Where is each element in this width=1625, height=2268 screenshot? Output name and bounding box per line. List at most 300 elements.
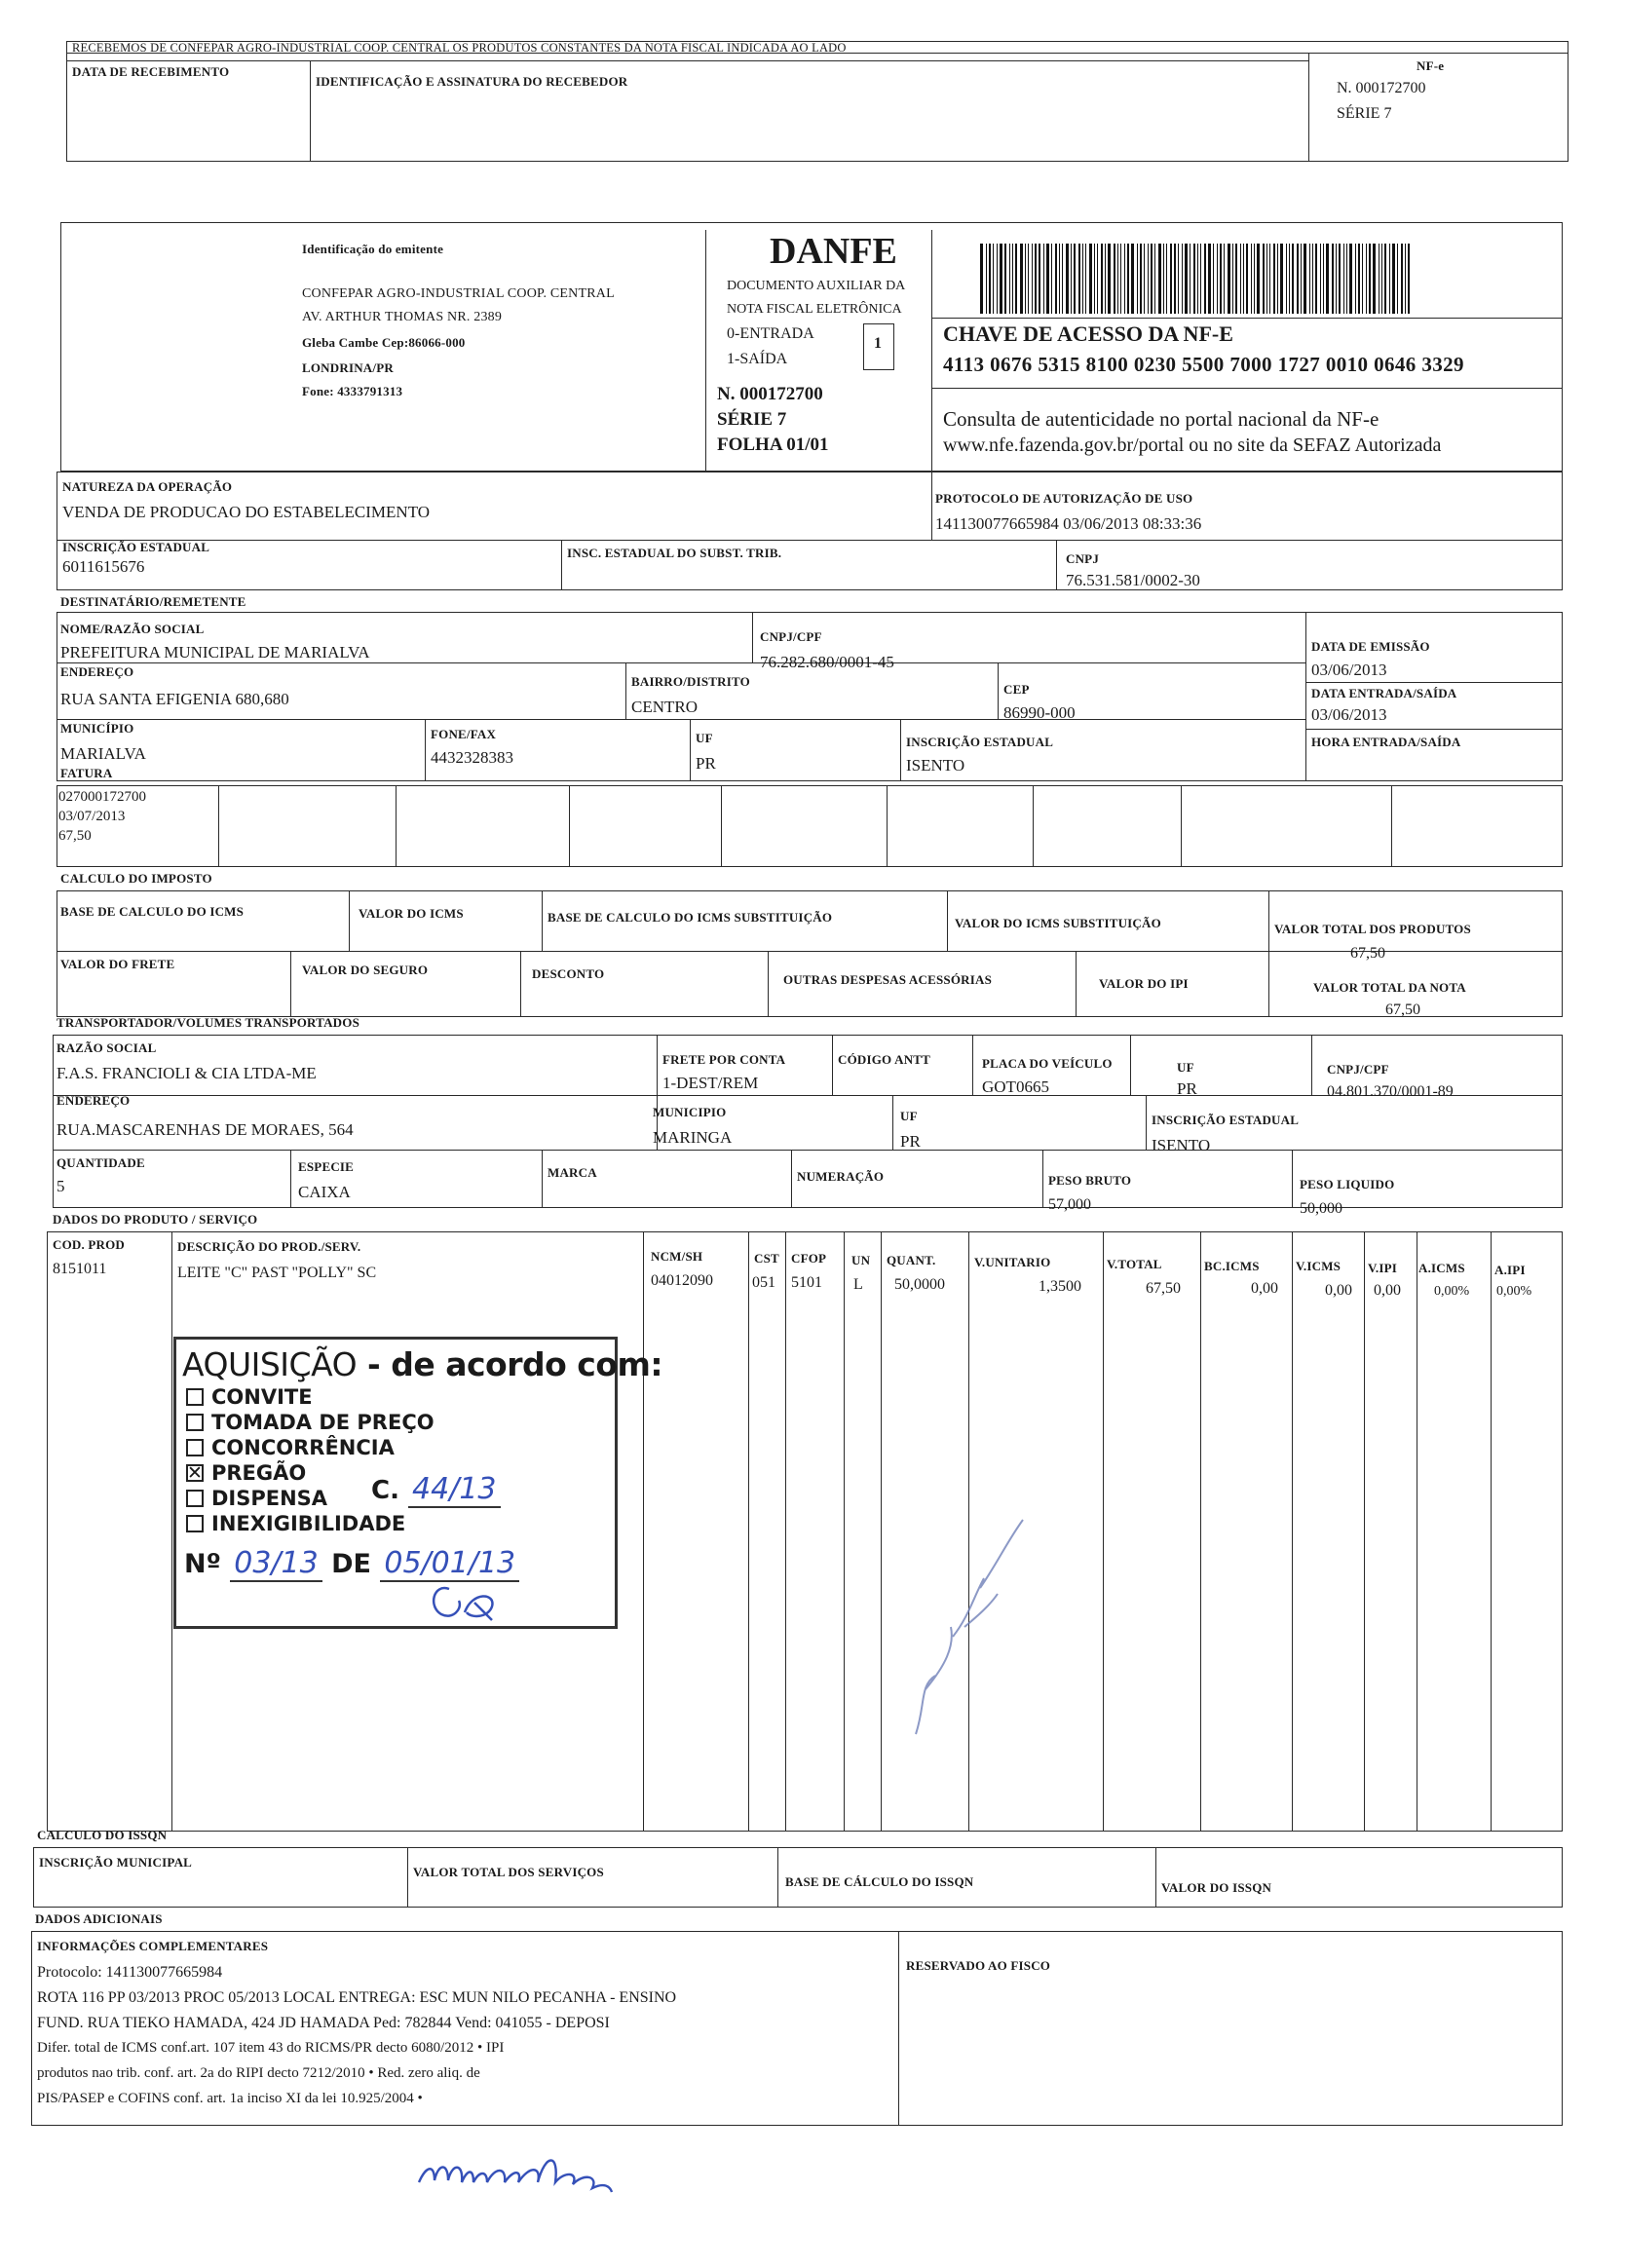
divider: [900, 719, 901, 781]
barcode-bar: [1208, 244, 1211, 314]
stamp-title-a: AQUISIÇÃO: [182, 1345, 358, 1383]
total-note-label: VALOR TOTAL DA NOTA: [1313, 980, 1466, 995]
row-qty: 50,0000: [894, 1276, 945, 1293]
row-un: L: [853, 1276, 863, 1293]
barcode-bar: [1246, 244, 1248, 314]
divider: [1308, 53, 1309, 162]
barcode-bar: [1039, 244, 1040, 314]
barcode-bar: [1401, 244, 1403, 314]
access-key-barcode: [980, 244, 1514, 314]
icms-label: VALOR DO ICMS: [359, 906, 464, 921]
ie-st-label: INSC. ESTADUAL DO SUBST. TRIB.: [567, 546, 782, 560]
danfe-entry: 0-ENTRADA: [727, 325, 814, 342]
row-code: 8151011: [53, 1261, 107, 1277]
barcode-bar: [1148, 244, 1149, 314]
info-line: ROTA 116 PP 03/2013 PROC 05/2013 LOCAL ENTREGA: ESC MUN NILO PECANHA - ENSINO: [37, 1989, 677, 2006]
freight-by-value: 1-DEST/REM: [662, 1074, 759, 1092]
barcode-bar: [1213, 244, 1214, 314]
carrier-name-value: F.A.S. FRANCIOLI & CIA LTDA-ME: [57, 1064, 317, 1082]
issqn-value-label: VALOR DO ISSQN: [1161, 1880, 1272, 1895]
checkbox-icon: [186, 1388, 204, 1406]
divider: [1056, 540, 1057, 590]
barcode-bar: [1059, 244, 1060, 314]
barcode-bar: [1343, 244, 1344, 314]
issqn-section-label: CALCULO DO ISSQN: [37, 1828, 168, 1842]
emitter-address: AV. ARTHUR THOMAS NR. 2389: [302, 310, 503, 324]
barcode-bar: [1301, 244, 1302, 314]
barcode-bar: [1392, 244, 1395, 314]
stamp-c-line: [371, 1472, 501, 1506]
emitter-district: Gleba Cambe Cep:86066-000: [302, 335, 466, 350]
freight-by-label: FRETE POR CONTA: [662, 1052, 786, 1067]
district-label: BAIRRO/DISTRITO: [631, 674, 750, 689]
barcode-bar: [1397, 244, 1398, 314]
total-products-label: VALOR TOTAL DOS PRODUTOS: [1274, 922, 1471, 936]
barcode-bar: [1224, 244, 1225, 314]
total-products-value: 67,50: [1350, 945, 1385, 962]
net-weight-value: 50,000: [1300, 1200, 1342, 1217]
divider: [1292, 1150, 1293, 1208]
col-header-un: UN: [851, 1253, 871, 1267]
danfe-number: N. 000172700: [717, 384, 823, 404]
issqn-im-label: INSCRIÇÃO MUNICIPAL: [39, 1855, 193, 1870]
divider: [1364, 1231, 1365, 1832]
barcode-bar: [1124, 244, 1125, 314]
emitter-city: LONDRINA/PR: [302, 360, 394, 375]
barcode-bar: [1304, 244, 1306, 314]
barcode-bar: [1273, 244, 1275, 314]
ie-value: 6011615676: [62, 557, 145, 576]
recipient-ie-label: INSCRIÇÃO ESTADUAL: [906, 735, 1054, 749]
barcode-bar: [1140, 244, 1142, 314]
carrier-city-value: MARINGA: [653, 1128, 733, 1147]
inout-label: DATA ENTRADA/SAÍDA: [1311, 686, 1457, 700]
divider: [1491, 1231, 1492, 1832]
barcode-bar: [1028, 244, 1029, 314]
base-icms-label: BASE DE CALCULO DO ICMS: [60, 904, 245, 919]
receipt-stub: [66, 41, 1568, 162]
divider: [290, 1150, 291, 1208]
gross-weight-value: 57,000: [1048, 1196, 1091, 1213]
checkbox-icon: [186, 1515, 204, 1532]
barcode-bar: [1332, 244, 1334, 314]
icms-st-label: VALOR DO ICMS SUBSTITUIÇÃO: [955, 916, 1161, 930]
ie-label: INSCRIÇÃO ESTADUAL: [62, 540, 210, 554]
insurance-label: VALOR DO SEGURO: [302, 963, 429, 977]
danfe-series: SÉRIE 7: [717, 409, 787, 430]
col-header-aipi: A.IPI: [1494, 1263, 1526, 1277]
divider: [407, 1847, 408, 1908]
issqn-base-label: BASE DE CÁLCULO DO ISSQN: [785, 1874, 974, 1889]
barcode-bar: [1094, 244, 1095, 314]
barcode-bar: [1280, 244, 1283, 314]
receipt-series: SÉRIE 7: [1337, 105, 1392, 122]
divider: [898, 1931, 899, 2126]
stamp-c-value: 44/13: [408, 1472, 500, 1508]
barcode-bar: [1108, 244, 1111, 314]
divider: [777, 1847, 778, 1908]
barcode-bar: [1389, 244, 1390, 314]
district-value: CENTRO: [631, 698, 698, 716]
cnpj-label: CNPJ: [1066, 551, 1100, 566]
barcode-bar: [1193, 244, 1195, 314]
divider: [892, 1095, 893, 1150]
barcode-bar: [1204, 244, 1206, 314]
row-desc: LEITE "C" PAST "POLLY" SC: [177, 1265, 377, 1281]
barcode-bar: [1309, 244, 1310, 314]
barcode-bar: [1220, 244, 1222, 314]
access-key-consult-1: Consulta de autenticidade no portal nacional da NF-e: [943, 407, 1379, 431]
divider: [1200, 1231, 1201, 1832]
barcode-bar: [1066, 244, 1069, 314]
barcode-bar: [1286, 244, 1287, 314]
barcode-bar: [1323, 244, 1324, 314]
barcode-bar: [1105, 244, 1106, 314]
antt-label: CÓDIGO ANTT: [838, 1052, 931, 1067]
cep-value: 86990-000: [1003, 703, 1076, 722]
phone-value: 4432328383: [431, 748, 513, 767]
barcode-bar: [1114, 244, 1115, 314]
emitter-phone: Fone: 4333791313: [302, 384, 403, 398]
info-line: FUND. RUA TIEKO HAMADA, 424 JD HAMADA Ped: 782844 Vend: 041055 - DEPOSI: [37, 2015, 610, 2031]
col-header-aicms: A.ICMS: [1418, 1261, 1465, 1275]
barcode-bar: [1089, 244, 1092, 314]
divider: [542, 1150, 543, 1208]
divider: [785, 1231, 786, 1832]
checked-checkbox-icon: [186, 1464, 204, 1482]
stamp-option: [186, 1384, 435, 1410]
barcode-bar: [1071, 244, 1072, 314]
handwritten-signature: [413, 2143, 618, 2202]
receipt-number: N. 000172700: [1337, 80, 1426, 96]
barcode-bar: [1182, 244, 1183, 314]
barcode-bar: [1185, 244, 1188, 314]
barcode-bar: [1339, 244, 1341, 314]
quantity-label: QUANTIDADE: [57, 1155, 145, 1170]
barcode-bar: [1035, 244, 1037, 314]
barcode-bar: [989, 244, 991, 314]
barcode-bar: [1004, 244, 1006, 314]
barcode-bar: [1228, 244, 1230, 314]
barcode-bar: [993, 244, 994, 314]
barcode-bar: [1292, 244, 1294, 314]
divider: [561, 540, 562, 590]
divider: [57, 719, 1305, 720]
barcode-bar: [1200, 244, 1201, 314]
ipi-label: VALOR DO IPI: [1099, 976, 1189, 991]
city-label: MUNICÍPIO: [60, 721, 134, 736]
stamp-option: [186, 1410, 435, 1435]
stamp-title-b: - de acordo com:: [357, 1345, 663, 1383]
info-line: produtos nao trib. conf. art. 2a do RIPI decto 7212/2010 • Red. zero aliq. de: [37, 2065, 480, 2081]
barcode-bar: [1315, 244, 1317, 314]
barcode-bar: [1405, 244, 1406, 314]
stamp-no-label: Nº: [184, 1549, 221, 1579]
divider: [643, 1231, 644, 1832]
invoice-line-2: 03/07/2013: [58, 809, 126, 824]
row-vicms: 0,00: [1325, 1282, 1352, 1299]
row-vipi: 0,00: [1374, 1282, 1401, 1299]
barcode-bar: [1082, 244, 1083, 314]
barcode-bar: [986, 244, 987, 314]
checkbox-icon: [186, 1414, 204, 1431]
emission-label: DATA DE EMISSÃO: [1311, 639, 1430, 654]
barcode-bar: [1051, 244, 1052, 314]
barcode-bar: [1000, 244, 1002, 314]
barcode-bar: [1366, 244, 1367, 314]
barcode-bar: [1251, 244, 1252, 314]
reserved-label: RESERVADO AO FISCO: [906, 1958, 1051, 1973]
divider: [1181, 785, 1182, 867]
base-icms-st-label: BASE DE CALCULO DO ICMS SUBSTITUIÇÃO: [548, 910, 833, 925]
stamp-option-label: DISPENSA: [211, 1487, 328, 1510]
nature-label: NATUREZA DA OPERAÇÃO: [62, 479, 233, 494]
plate-value: GOT0665: [982, 1077, 1049, 1096]
barcode-bar: [1062, 244, 1063, 314]
barcode-bar: [1127, 244, 1129, 314]
barcode-bar: [1235, 244, 1237, 314]
carrier-ie-value: ISENTO: [1152, 1136, 1211, 1154]
info-label: INFORMAÇÕES COMPLEMENTARES: [37, 1939, 269, 1953]
barcode-bar: [1240, 244, 1241, 314]
col-header-total: V.TOTAL: [1107, 1257, 1162, 1271]
carrier-uf2-value: PR: [900, 1132, 921, 1151]
barcode-bar: [1297, 244, 1299, 314]
divider: [171, 1231, 172, 1832]
danfe-type-value: 1: [874, 335, 882, 352]
emitter-section-label: Identificação do emitente: [302, 242, 444, 256]
stamp-no-value: 03/13: [230, 1546, 321, 1582]
checkbox-icon: [186, 1439, 204, 1456]
divider: [832, 1035, 833, 1095]
info-line: Protocolo: 141130077665984: [37, 1964, 223, 1981]
col-header-unit: V.UNITARIO: [974, 1255, 1051, 1269]
divider: [705, 230, 706, 472]
divider: [844, 1231, 845, 1832]
brand-label: MARCA: [548, 1165, 597, 1180]
invoice-line-3: 67,50: [58, 828, 92, 844]
divider: [881, 1231, 882, 1832]
receipt-sign-label: IDENTIFICAÇÃO E ASSINATURA DO RECEBEDOR: [316, 74, 628, 89]
divider: [1311, 1035, 1312, 1095]
barcode-bar: [1144, 244, 1145, 314]
invoice-block: [57, 785, 1563, 867]
barcode-bar: [1362, 244, 1363, 314]
barcode-bar: [1154, 244, 1155, 314]
col-header-vipi: V.IPI: [1368, 1261, 1398, 1275]
operation-block: [57, 472, 1563, 590]
recipient-name-value: PREFEITURA MUNICIPAL DE MARIALVA: [60, 643, 370, 662]
barcode-bar: [1217, 244, 1218, 314]
stamp-option: [186, 1511, 435, 1536]
stamp-option-label: CONCORRÊNCIA: [211, 1436, 395, 1459]
protocol-value: 141130077665984 03/06/2013 08:33:36: [935, 514, 1202, 533]
time-label: HORA ENTRADA/SAÍDA: [1311, 735, 1461, 749]
invoice-label: FATURA: [60, 766, 113, 780]
danfe-title: DANFE: [770, 231, 897, 272]
barcode-bar: [1074, 244, 1076, 314]
receipt-header-text: RECEBEMOS DE CONFEPAR AGRO-INDUSTRIAL COOP. CENTRAL OS PRODUTOS CONSTANTES DA NOTA FISCAL INDICADA AO LADO: [72, 41, 847, 55]
divider: [1305, 612, 1306, 781]
divider: [931, 230, 932, 472]
barcode-bar: [1358, 244, 1360, 314]
stamp-date-value: 05/01/13: [380, 1546, 519, 1582]
row-unit: 1,3500: [1039, 1278, 1081, 1295]
col-header-qty: QUANT.: [887, 1253, 936, 1267]
barcode-bar: [1025, 244, 1026, 314]
divider: [396, 785, 397, 867]
divider: [625, 662, 626, 719]
danfe-exit: 1-SAÍDA: [727, 351, 788, 367]
numbering-label: NUMERAÇÃO: [797, 1169, 885, 1184]
carrier-city-label: MUNICIPIO: [653, 1105, 727, 1119]
stamp-de-label: DE: [331, 1549, 371, 1579]
access-key-consult-2: www.nfe.fazenda.gov.br/portal ou no site da SEFAZ Autorizada: [943, 435, 1442, 456]
barcode-bar: [1336, 244, 1337, 314]
divider: [931, 388, 1563, 389]
discount-label: DESCONTO: [532, 966, 605, 981]
danfe-subtitle-1: DOCUMENTO AUXILIAR DA: [727, 279, 906, 293]
divider: [947, 890, 948, 951]
barcode-bar: [1170, 244, 1172, 314]
access-key-value: 4113 0676 5315 8100 0230 5500 7000 1727 0010 0646 3329: [943, 353, 1464, 376]
carrier-ie-label: INSCRIÇÃO ESTADUAL: [1152, 1113, 1300, 1127]
divider: [887, 785, 888, 867]
divider: [690, 719, 691, 781]
divider: [1391, 785, 1392, 867]
barcode-bar: [1355, 244, 1356, 314]
stamp-options: [186, 1384, 435, 1536]
barcode-bar: [1078, 244, 1080, 314]
barcode-bar: [1373, 244, 1376, 314]
initials-signature: [420, 1573, 508, 1632]
barcode-bar: [1046, 244, 1049, 314]
danfe-sheet: FOLHA 01/01: [717, 435, 829, 455]
barcode-bar: [1349, 244, 1352, 314]
emission-value: 03/06/2013: [1311, 661, 1387, 679]
row-cfop: 5101: [791, 1274, 822, 1291]
col-header-cfop: CFOP: [791, 1251, 827, 1266]
divider: [748, 1231, 749, 1832]
stamp-title: [182, 1345, 662, 1383]
barcode-bar: [1326, 244, 1329, 314]
recipient-cnpj-label: CNPJ/CPF: [760, 629, 822, 644]
divider: [310, 60, 311, 162]
carrier-cnpj-label: CNPJ/CPF: [1327, 1062, 1389, 1077]
divider: [721, 785, 722, 867]
divider: [791, 1150, 792, 1208]
stamp-option-label: PREGÃO: [211, 1461, 307, 1485]
cnpj-value: 76.531.581/0002-30: [1066, 571, 1200, 589]
info-line: Difer. total de ICMS conf.art. 107 item 43 do RICMS/PR decto 6080/2012 • IPI: [37, 2040, 505, 2056]
col-header-vicms: V.ICMS: [1296, 1259, 1342, 1273]
barcode-bar: [1032, 244, 1033, 314]
row-cst: 051: [752, 1274, 775, 1291]
barcode-bar: [1085, 244, 1086, 314]
city-value: MARIALVA: [60, 744, 146, 763]
barcode-bar: [1101, 244, 1103, 314]
carrier-address-label: ENDEREÇO: [57, 1093, 131, 1108]
divider: [53, 1150, 1563, 1151]
divider: [998, 662, 999, 719]
col-header-desc: DESCRIÇÃO DO PROD./SERV.: [177, 1239, 361, 1254]
barcode-bar: [1269, 244, 1270, 314]
stamp-option-label: CONVITE: [211, 1385, 313, 1409]
gross-weight-label: PESO BRUTO: [1048, 1173, 1132, 1188]
barcode-bar: [1012, 244, 1013, 314]
divider: [931, 318, 1563, 319]
barcode-bar: [1266, 244, 1267, 314]
barcode-bar: [1043, 244, 1044, 314]
col-header-ncm: NCM/SH: [651, 1249, 703, 1264]
carrier-address-value: RUA.MASCARENHAS DE MORAES, 564: [57, 1120, 354, 1139]
barcode-bar: [997, 244, 998, 314]
recipient-ie-value: ISENTO: [906, 756, 965, 775]
barcode-bar: [1381, 244, 1382, 314]
barcode-bar: [1178, 244, 1179, 314]
access-key-label: CHAVE DE ACESSO DA NF-E: [943, 321, 1233, 346]
species-label: ESPECIE: [298, 1159, 355, 1174]
divider: [1130, 1035, 1131, 1095]
divider: [972, 1035, 973, 1095]
stamp-option-label: TOMADA DE PREÇO: [211, 1411, 435, 1434]
divider: [569, 785, 570, 867]
divider: [1155, 1847, 1156, 1908]
phone-label: FONE/FAX: [431, 727, 497, 741]
barcode-bar: [1174, 244, 1176, 314]
divider: [542, 890, 543, 951]
divider: [931, 472, 932, 540]
divider: [349, 890, 350, 951]
divider: [290, 951, 291, 1017]
row-bc: 0,00: [1251, 1280, 1278, 1297]
emitter-name: CONFEPAR AGRO-INDUSTRIAL COOP. CENTRAL: [302, 286, 615, 301]
inout-value: 03/06/2013: [1311, 705, 1387, 724]
divider: [57, 951, 1563, 952]
barcode-bar: [980, 244, 983, 314]
stamp-c-label: C.: [371, 1476, 399, 1505]
barcode-bar: [1131, 244, 1134, 314]
barcode-bar: [1369, 244, 1371, 314]
plate-label: PLACA DO VEÍCULO: [982, 1056, 1113, 1071]
tax-section-label: CALCULO DO IMPOSTO: [60, 871, 212, 886]
barcode-bar: [1289, 244, 1290, 314]
divider: [768, 951, 769, 1017]
freight-label: VALOR DO FRETE: [60, 957, 175, 971]
other-label: OUTRAS DESPESAS ACESSÓRIAS: [783, 972, 992, 987]
receipt-nfe-label: NF-e: [1417, 58, 1445, 73]
divider: [425, 719, 426, 781]
carrier-uf2-label: UF: [900, 1109, 918, 1123]
divider: [57, 540, 1563, 541]
barcode-bar: [1097, 244, 1098, 314]
barcode-bar: [1263, 244, 1265, 314]
divider: [1146, 1095, 1147, 1150]
divider: [1076, 951, 1077, 1017]
row-total: 67,50: [1146, 1280, 1181, 1297]
net-weight-label: PESO LIQUIDO: [1300, 1177, 1395, 1191]
divider: [520, 951, 521, 1017]
danfe-subtitle-2: NOTA FISCAL ELETRÔNICA: [727, 302, 902, 317]
carrier-uf-label: UF: [1177, 1060, 1194, 1075]
carrier-name-label: RAZÃO SOCIAL: [57, 1040, 157, 1055]
barcode-bar: [1137, 244, 1138, 314]
barcode-bar: [1151, 244, 1153, 314]
divider: [1103, 1231, 1104, 1832]
uf-label: UF: [696, 731, 713, 745]
row-aipi: 0,00%: [1496, 1284, 1532, 1299]
divider: [752, 612, 753, 662]
